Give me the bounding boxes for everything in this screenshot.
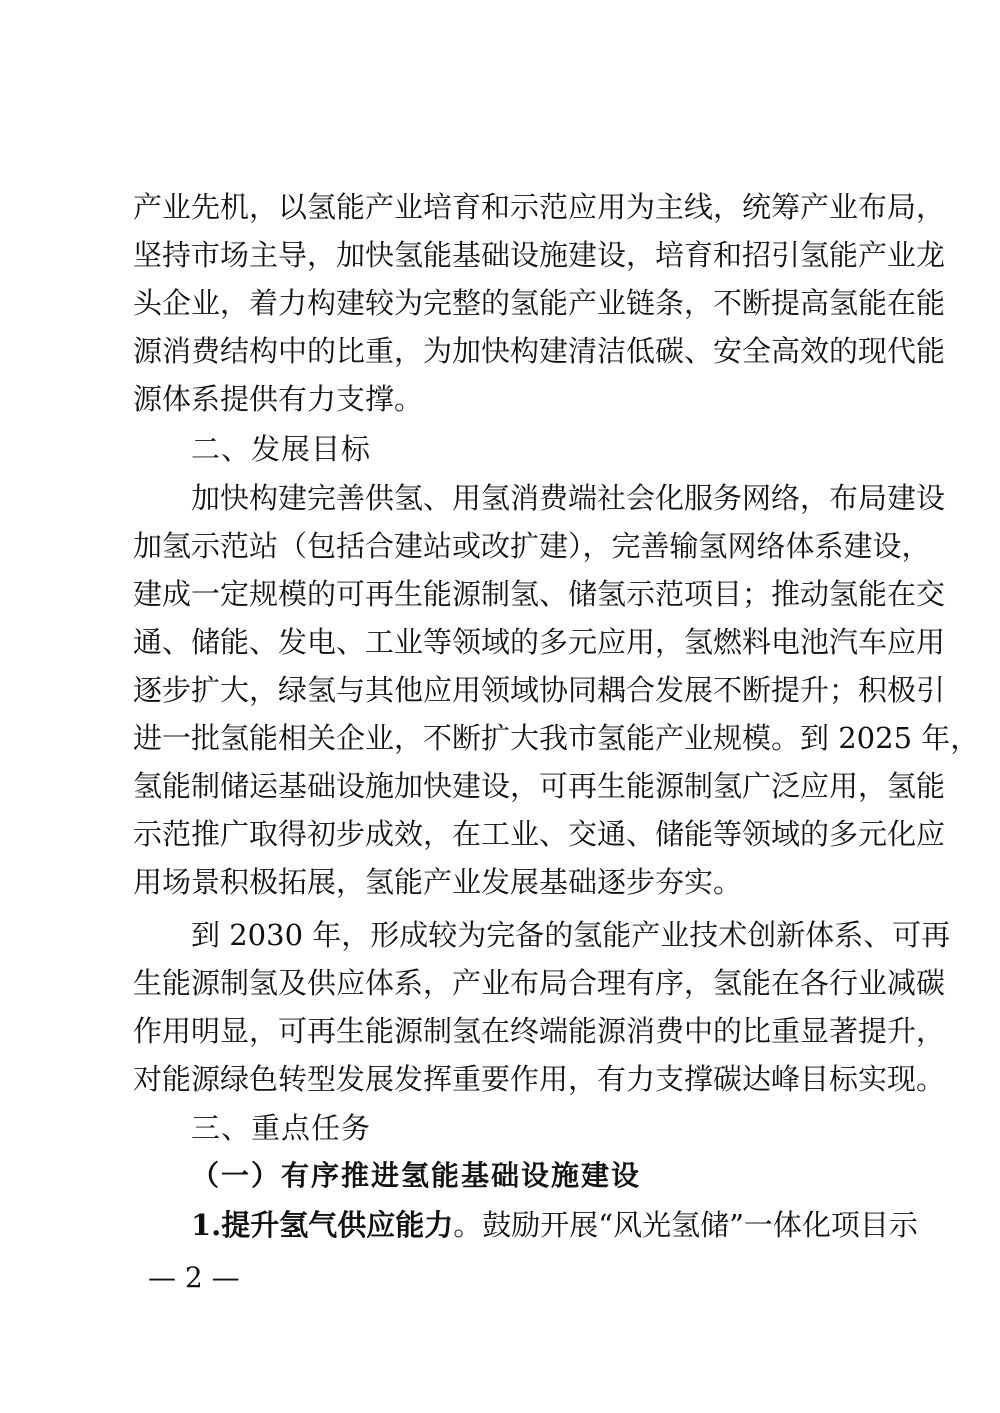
paragraph-2030	[133, 911, 951, 1103]
paragraph-line: 产业先机，以氢能产业培育和示范应用为主线，统筹产业布局，	[133, 190, 946, 224]
paragraph-line: 逐步扩大，绿氢与其他应用领域协同耦合发展不断提升；积极引	[133, 673, 946, 707]
paragraph-line: 氢能制储运基础设施加快建设，可再生能源制氢广泛应用，氢能	[133, 769, 946, 803]
section-heading-tasks	[133, 1104, 870, 1152]
item-text: 。鼓励开展“风光氢储”一体化项目示	[453, 1208, 918, 1242]
paragraph-line: 通、储能、发电、工业等领域的多元应用，氢燃料电池汽车应用	[133, 625, 946, 659]
item-bold-title: 1.提升氢气供应能力	[191, 1208, 454, 1242]
subsection-heading-infrastructure	[133, 1152, 870, 1200]
page-number: — 2 —	[148, 1261, 240, 1294]
paragraph-line: 进一批氢能相关企业，不断扩大我市氢能产业规模。到 2025 年，	[133, 721, 980, 755]
paragraph-line: 对能源绿色转型发展发挥重要作用，有力支撑碳达峰目标实现。	[133, 1062, 946, 1096]
subsection-heading: （一）有序推进氢能基础设施建设	[191, 1159, 642, 1192]
section-heading-goals	[133, 425, 870, 473]
paragraph-line: 源体系提供有力支撑。	[133, 382, 424, 416]
paragraph-line: 加氢示范站（包括合建站或改扩建），完善输氢网络体系建设，	[133, 529, 931, 563]
paragraph-goals	[133, 474, 980, 906]
paragraph-line: 生能源制氢及供应体系，产业布局合理有序，氢能在各行业减碳	[133, 966, 946, 1000]
item-line	[133, 1201, 918, 1249]
paragraph-line: 坚持市场主导，加快氢能基础设施建设，培育和招引氢能产业龙	[133, 238, 946, 272]
paragraph-line: 示范推广取得初步成效，在工业、交通、储能等领域的多元化应	[133, 817, 946, 851]
paragraph-line: 加快构建完善供氢、用氢消费端社会化服务网络，布局建设	[191, 481, 946, 515]
paragraph-line: 建成一定规模的可再生能源制氢、储氢示范项目；推动氢能在交	[133, 577, 946, 611]
paragraph-line: 到 2030 年，形成较为完备的氢能产业技术创新体系、可再	[191, 918, 951, 952]
section-heading: 三、重点任务	[191, 1111, 372, 1145]
section-heading: 二、发展目标	[191, 432, 372, 466]
paragraph-line: 源消费结构中的比重，为加快构建清洁低碳、安全高效的现代能	[133, 334, 946, 368]
paragraph-line: 作用明显，可再生能源制氢在终端能源消费中的比重显著提升，	[133, 1014, 946, 1048]
paragraph-intro	[133, 183, 946, 423]
paragraph-line: 用场景积极拓展，氢能产业发展基础逐步夯实。	[133, 865, 743, 899]
paragraph-line: 头企业，着力构建较为完整的氢能产业链条，不断提高氢能在能	[133, 286, 946, 320]
item-hydrogen-supply	[133, 1201, 918, 1249]
